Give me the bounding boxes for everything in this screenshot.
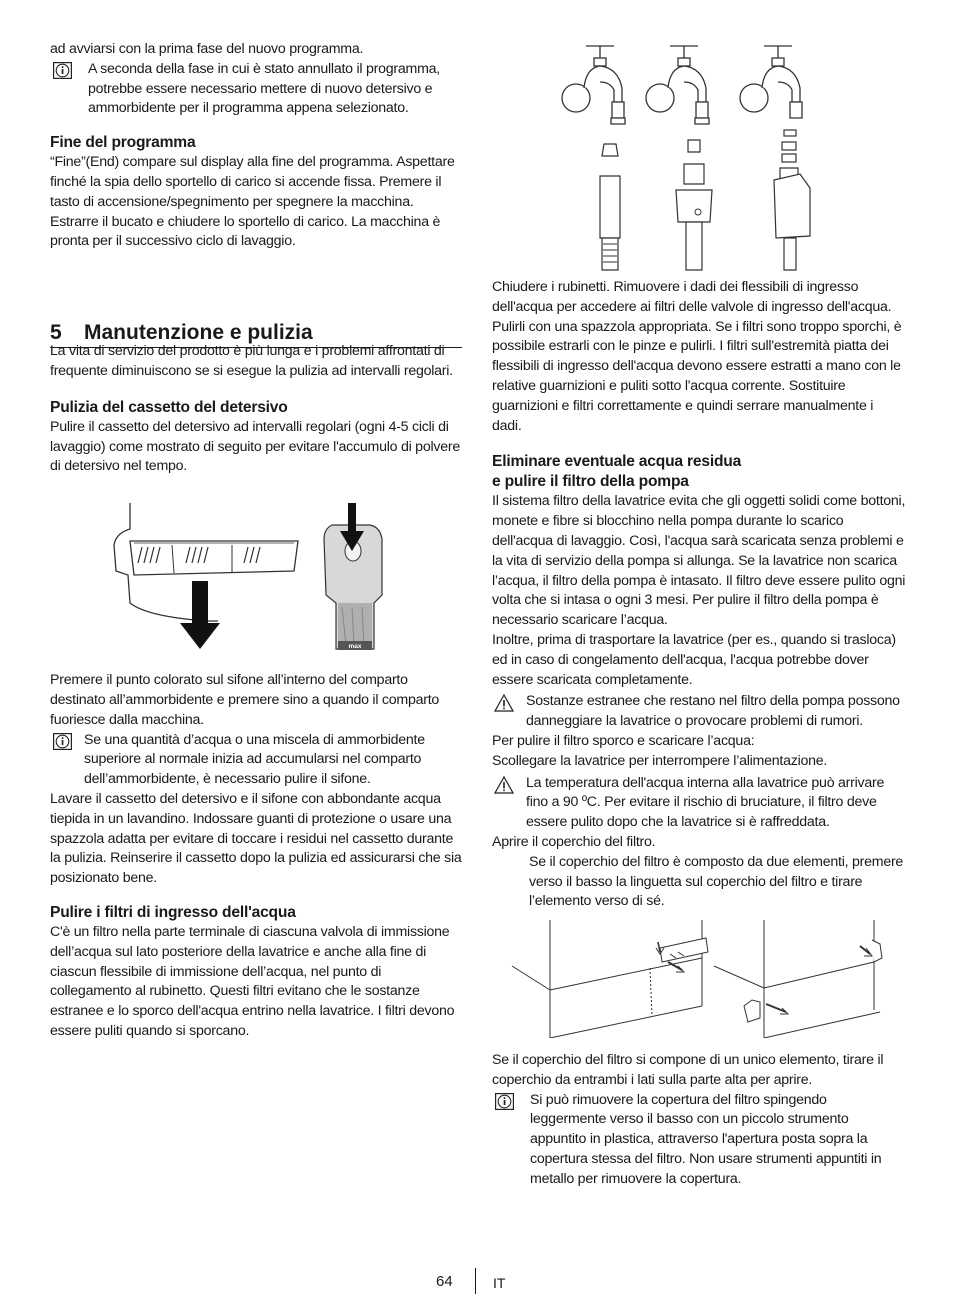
siphon-text: Premere il punto colorato sul sifone all’interno del comparto destinato all’ammorbidente e premere sino a quando il comparto fuoriesce dalla macchina.	[50, 672, 440, 728]
note-cancel	[50, 60, 462, 119]
taps-text: Chiudere i rubinetti. Rimuovere i dadi dei flessibili di ingresso dell'acqua per accedere ai filtri delle valvole di ingresso dell'acqua. Pulirli con una spazzola appropriata. Se i filtri sono troppo sporchi, è possibile estrarli con le pinze e pulirli. I filtri sull'estremità piatta dei flessibili di ingresso dell'acqua devono essere estratti a mano con le relative guarnizioni e puliti sotto l'acqua corrente. Sostituire guarnizioni e filtri correttamente e quindi serrare manualmente i dadi.	[492, 279, 902, 434]
drawer-text: Pulire il cassetto del detersivo ad intervalli regolari (ogni 4-5 cicli di lavaggio) come mostrato di seguito per evitare l'accumulo di polvere di detersivo nel tempo.	[50, 418, 460, 475]
warning-temp	[492, 774, 906, 833]
page-number: 64	[436, 1273, 453, 1290]
pump-heading-line1: Eliminare eventuale acqua residua	[492, 453, 742, 471]
one-piece-text: Se il coperchio del filtro si compone di un unico elemento, tirare il coperchio da entrambi i lati sulla parte alta per aprire.	[492, 1051, 884, 1088]
note-siphon	[50, 731, 462, 790]
filter-cover-illustration	[510, 918, 886, 1038]
warning-icon	[494, 694, 514, 712]
end-program-heading: Fine del programma	[50, 134, 196, 152]
transport-text: Inoltre, prima di trasportare la lavatrice (per es., quando si trasloca) ed in caso di congelamento dell'acqua, l'acqua potrebbe dover essere scaricata completamente.	[492, 631, 896, 688]
left-column	[50, 40, 462, 1042]
warning-foreign-text: Sostanze estranee che restano nel filtro della pompa possono danneggiare la lavatrice o provocare problemi di rumori.	[526, 693, 900, 730]
filters-heading: Pulire i filtri di ingresso dell'acqua	[50, 903, 296, 921]
info-icon	[53, 62, 72, 79]
right-column	[492, 278, 906, 1189]
end-program-text: “Fine”(End) compare sul display alla fine del programma. Aspettare finché la spia dello sportello di carico si accende fissa. Premere il tasto di accensione/spegnimento per spegnere la macchina. Estrarre il bucato e chiudere lo sportello di carico. La macchina è pronta per il successivo ciclo di lavaggio.	[50, 154, 455, 250]
pump-text: Il sistema filtro della lavatrice evita che gli oggetti solidi come bottoni, monete e fibre si blocchino nella pompa durante lo scarico dell'acqua di lavaggio. Così, l'acqua sarà scaricata senza problemi e la vita di servizio della pompa si allunga. Se la lavatrice non scarica l’acqua, il filtro della pompa è intasato. Il filtro deve essere pulito ogni volta che si intasa o ogni 3 mesi. Per pulire il filtro della pompa è necessario scaricare l’acqua.	[492, 493, 906, 629]
warning-foreign	[492, 692, 906, 732]
note-tool-text: Si può rimuovere la copertura del filtro spingendo leggermente verso il basso con un piccolo strumento appuntito in plastica, attraverso l'apertura posta sopra la copertura stessa del filtro. Non usare strumenti appuntiti in metallo per rimuovere la copertura.	[530, 1091, 882, 1187]
warning-icon	[494, 776, 514, 794]
intro-text: ad avviarsi con la prima fase del nuovo programma.	[50, 41, 364, 57]
drawer-heading: Pulizia del cassetto del detersivo	[50, 398, 288, 416]
chapter-number: 5	[50, 321, 62, 345]
step-unplug: Scollegare la lavatrice per interrompere l’alimentazione.	[492, 752, 828, 769]
chapter-intro: La vita di servizio del prodotto è più lunga e i problemi affrontati di frequente diminuiscono se si esegue la pulizia ad intervalli regolari.	[50, 343, 453, 379]
footer-divider	[475, 1268, 476, 1294]
info-icon	[495, 1093, 514, 1110]
clean-intro: Per pulire il filtro sporco e scaricare l’acqua:	[492, 732, 755, 749]
page-language: IT	[493, 1275, 506, 1291]
note-tool	[492, 1091, 906, 1190]
chapter-title: Manutenzione e pulizia	[84, 321, 313, 345]
step-open: Aprire il coperchio del filtro.	[492, 833, 656, 850]
info-icon	[53, 733, 72, 750]
filters-text: C'è un filtro nella parte terminale di ciascuna valvola di immissione dell’acqua sul lato posteriore della lavatrice e anche alla fine di ciascun flessibile di immissione dell’acqua, nel punto di collegamento al rubinetto. Questi filtri evitano che le sostanze estranee e lo sporco dell'acqua entrino nella lavatrice. I filtri devono essere puliti quando si sporcano.	[50, 923, 455, 1039]
taps-illustration	[556, 40, 816, 272]
note-cancel-text: A seconda della fase in cui è stato annullato il programma, potrebbe essere necessario mettere di nuovo detersivo e ammorbidente per il programma appena selezionato.	[88, 60, 440, 117]
siphon-illustration	[320, 499, 384, 651]
wash-text: Lavare il cassetto del detersivo e il sifone con abbondante acqua tiepida in un lavandino. Indossare guanti di protezione o usare una spazzola adatta per evitare di toccare i residui nel cassetto durante la pulizia. Reinserire il cassetto dopo la pulizia ed assicurarsi che sia posizionato bene.	[50, 790, 462, 887]
two-piece-text: Se il coperchio del filtro è composto da due elementi, premere verso il basso la linguetta sul coperchio del filtro e tirare l’elemento verso di sé.	[529, 853, 904, 910]
pump-heading-line2: e pulire il filtro della pompa	[492, 473, 689, 491]
siphon-max-label: max	[348, 643, 362, 651]
drawer-figure	[108, 499, 462, 651]
drawer-illustration	[108, 499, 302, 651]
warning-temp-text: La temperatura dell'acqua interna alla lavatrice può arrivare fino a 90 ºC. Per evitare il rischio di bruciature, il filtro deve essere pulito dopo che la lavatrice si è raffreddata.	[526, 774, 885, 831]
note-siphon-text: Se una quantità d’acqua o una miscela di ammorbidente superiore al normale inizia ad accumularsi nel comparto dell’ammorbidente, è necessario pulire il sifone.	[84, 731, 425, 788]
